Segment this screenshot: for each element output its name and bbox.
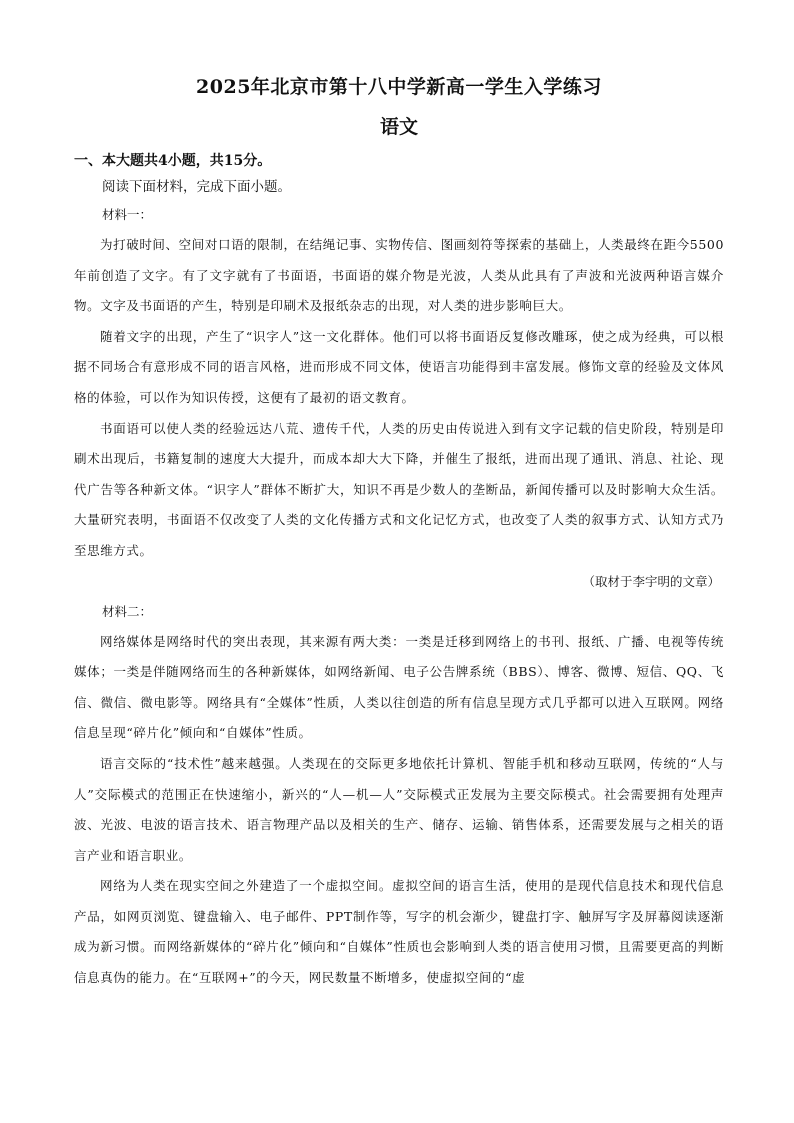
instruction-text: 阅读下面材料，完成下面小题。 <box>102 179 291 195</box>
material-1-paragraph: 随着文字的出现，产生了“识字人”这一文化群体。他们可以将书面语反复修改雕琢，使之成为经典，可以根据不同场合有意形成不同的语言风格，进而形成不同文体，使语言功能得到丰富发展。修饰文章的经验及文体风格的体验，可以作为知识传授，这便有了最初的语文教育。 <box>74 328 724 405</box>
material-1-paragraph: 为打破时间、空间对口语的限制，在结绳记事、实物传信、图画刻符等探索的基础上，人类最终在距今5500年前创造了文字。有了文字就有了书面语，书面语的媒介物是光波，人类从此具有了声波和光波两种语言媒介物。文字及书面语的产生，特别是印刷术及报纸杂志的出现，对人类的进步影响巨大。 <box>74 237 724 314</box>
section-heading: 一、本大题共4小题，共15分。 <box>74 153 272 169</box>
subject-title: 语文 <box>379 116 418 138</box>
material-2-paragraph: 网络媒体是网络时代的突出表现，其来源有两大类：一类是迁移到网络上的书刊、报纸、广播、电视等传统媒体；一类是伴随网络而生的各种新媒体，如网络新闻、电子公告牌系统（BBS）、博客、微博、短信、QQ、飞信、微信、微电影等。网络具有“全媒体”性质，人类以往创造的所有信息呈现方式几乎都可以进入互联网。网络信息呈现“碎片化”倾向和“自媒体”性质。 <box>74 633 724 741</box>
material-2-paragraph: 语言交际的“技术性”越来越强。人类现在的交际更多地依托计算机、智能手机和移动互联网，传统的“人与人”交际模式的范围正在快速缩小，新兴的“人—机—人”交际模式正发展为主要交际模式。社会需要拥有处理声波、光波、电波的语言技术、语言物理产品以及相关的生产、储存、运输、销售体系，还需要发展与之相关的语言产业和语言职业。 <box>74 755 724 863</box>
material-1-paragraph: 书面语可以使人类的经验远达八荒、遗传千代，人类的历史由传说进入到有文字记载的信史阶段，特别是印刷术出现后，书籍复制的速度大大提升，而成本却大大下降，并催生了报纸，进而出现了通讯、消息、社论、现代广告等各种新文体。“识字人”群体不断扩大，知识不再是少数人的垄断品，新闻传播可以及时影响大众生活。大量研究表明，书面语不仅改变了人类的文化传播方式和文化记忆方式，也改变了人类的叙事方式、认知方式乃至思维方式。 <box>74 420 724 558</box>
material-1-source: （取材于李宇明的文章） <box>582 573 720 589</box>
material-2-label: 材料二： <box>102 603 153 619</box>
page-title: 2025年北京市第十八中学新高一学生入学练习 <box>196 76 602 98</box>
material-1-label: 材料一： <box>102 207 153 222</box>
material-2-paragraph: 网络为人类在现实空间之外建造了一个虚拟空间。虚拟空间的语言生活，使用的是现代信息技术和现代信息产品，如网页浏览、键盘输入、电子邮件、PPT制作等，写字的机会渐少，键盘打字、触屏写字及屏幕阅读逐渐成为新习惯。而网络新媒体的“碎片化”倾向和“自媒体”性质也会影响到人类的语言使用习惯，且需要更高的判断信息真伪的能力。在“互联网+”的今天，网民数量不断增多，使虚拟空间的“虚 <box>74 878 724 986</box>
